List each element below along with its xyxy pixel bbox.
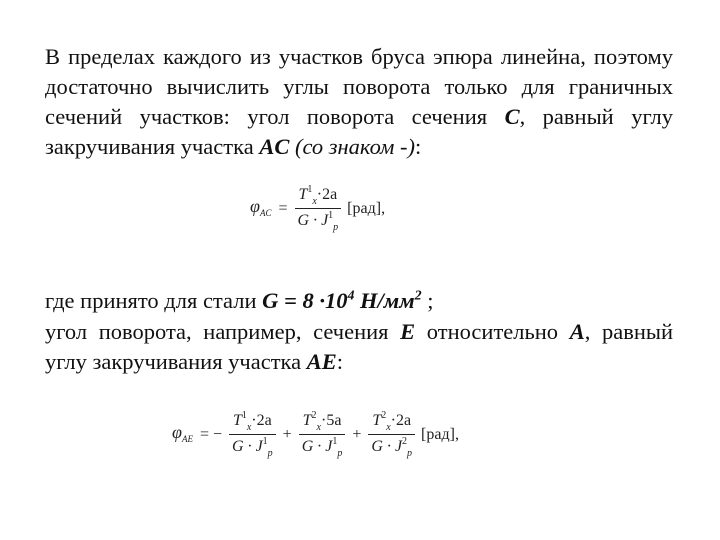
stiffness-subscript: p bbox=[333, 222, 339, 233]
shear-modulus-expr bbox=[262, 288, 421, 313]
fraction-numerator bbox=[229, 410, 276, 435]
phi-subscript: AE bbox=[181, 434, 193, 445]
segment-ac-label: AC bbox=[259, 134, 290, 159]
g-value: G = 8 ·10 bbox=[262, 288, 348, 313]
stiffness-text: G · J bbox=[301, 438, 333, 455]
section-a-label: A bbox=[569, 319, 585, 344]
rotation-text-3: , равный углу закручивания участка bbox=[45, 319, 674, 374]
formula-phi-ac bbox=[250, 184, 385, 233]
torque-symbol: T bbox=[372, 412, 382, 429]
formula-phi-ae bbox=[172, 410, 459, 459]
paragraph-rotation-e bbox=[45, 317, 673, 377]
torque-subscript: x bbox=[246, 422, 252, 433]
torque-superscript: 1 bbox=[307, 184, 313, 195]
fraction-denominator bbox=[299, 435, 346, 459]
torque-subscript: x bbox=[312, 196, 317, 207]
g-unit-exponent: 2 bbox=[414, 288, 422, 304]
fraction-term-2 bbox=[299, 410, 346, 459]
torque-superscript: 2 bbox=[381, 410, 387, 421]
fraction-numerator bbox=[368, 410, 415, 435]
section-c-label: C bbox=[504, 104, 520, 129]
torque-symbol: T bbox=[232, 412, 242, 429]
fraction-term-3 bbox=[368, 410, 415, 459]
stiffness-text: G · J bbox=[232, 438, 263, 455]
fraction-numerator bbox=[295, 184, 342, 209]
torque-symbol: T bbox=[302, 412, 312, 429]
fraction bbox=[295, 184, 342, 233]
g-unit: Н/мм bbox=[354, 288, 415, 313]
stiffness-text: G · J bbox=[371, 438, 403, 455]
plus-sign: + bbox=[352, 425, 362, 443]
intro-colon: : bbox=[414, 134, 422, 159]
torque-superscript: 2 bbox=[311, 410, 317, 421]
length-factor: ·2a bbox=[251, 412, 272, 429]
torque-superscript: 1 bbox=[241, 410, 247, 421]
equals-sign: = bbox=[278, 199, 288, 217]
fraction-term-1 bbox=[229, 410, 276, 459]
steel-semicolon: ; bbox=[421, 288, 434, 313]
unit-rad: [рад], bbox=[347, 199, 386, 217]
length-factor: ·2a bbox=[316, 186, 338, 203]
fraction-numerator bbox=[299, 410, 346, 435]
g-exponent: 4 bbox=[347, 288, 355, 304]
rotation-text-2: относительно bbox=[415, 319, 570, 344]
section-e-label: E bbox=[400, 319, 416, 344]
phi-symbol: φ bbox=[250, 196, 260, 217]
rotation-text-1: угол поворота, например, сечения bbox=[45, 319, 401, 344]
rotation-colon: : bbox=[336, 349, 344, 374]
segment-ae-label: AE bbox=[306, 349, 337, 374]
paragraph-intro bbox=[45, 42, 673, 162]
equals-minus-sign: = − bbox=[199, 425, 223, 443]
stiffness-superscript: 1 bbox=[328, 210, 334, 221]
phi-symbol: φ bbox=[172, 422, 182, 443]
stiffness-superscript: 1 bbox=[262, 436, 268, 447]
fraction-denominator bbox=[229, 435, 276, 459]
stiffness-subscript: p bbox=[337, 448, 343, 459]
length-factor: ·5a bbox=[320, 412, 342, 429]
torque-subscript: x bbox=[386, 422, 391, 433]
plus-sign: + bbox=[282, 425, 292, 443]
sign-note: (со знаком -) bbox=[289, 134, 415, 159]
length-factor: ·2a bbox=[390, 412, 412, 429]
stiffness-subscript: p bbox=[267, 448, 273, 459]
phi-subscript: AC bbox=[259, 208, 272, 219]
fraction-denominator bbox=[295, 209, 342, 233]
stiffness-subscript: p bbox=[407, 448, 413, 459]
torque-subscript: x bbox=[316, 422, 321, 433]
stiffness-text: G · J bbox=[297, 212, 329, 229]
intro-text-1: В пределах каждого из участков бруса эпюра линейна, поэтому достаточно вычислить углы поворота только для граничных сечений участков: угол поворота сечения bbox=[45, 44, 673, 129]
torque-symbol: T bbox=[298, 186, 308, 203]
fraction-denominator bbox=[368, 435, 415, 459]
unit-rad: [рад], bbox=[421, 425, 459, 443]
stiffness-superscript: 1 bbox=[332, 436, 338, 447]
stiffness-superscript: 2 bbox=[402, 436, 408, 447]
intro-text-2: , равный углу закручивания участка bbox=[45, 104, 674, 159]
steel-text: где принято для стали bbox=[45, 288, 263, 313]
paragraph-steel-modulus bbox=[45, 286, 673, 316]
